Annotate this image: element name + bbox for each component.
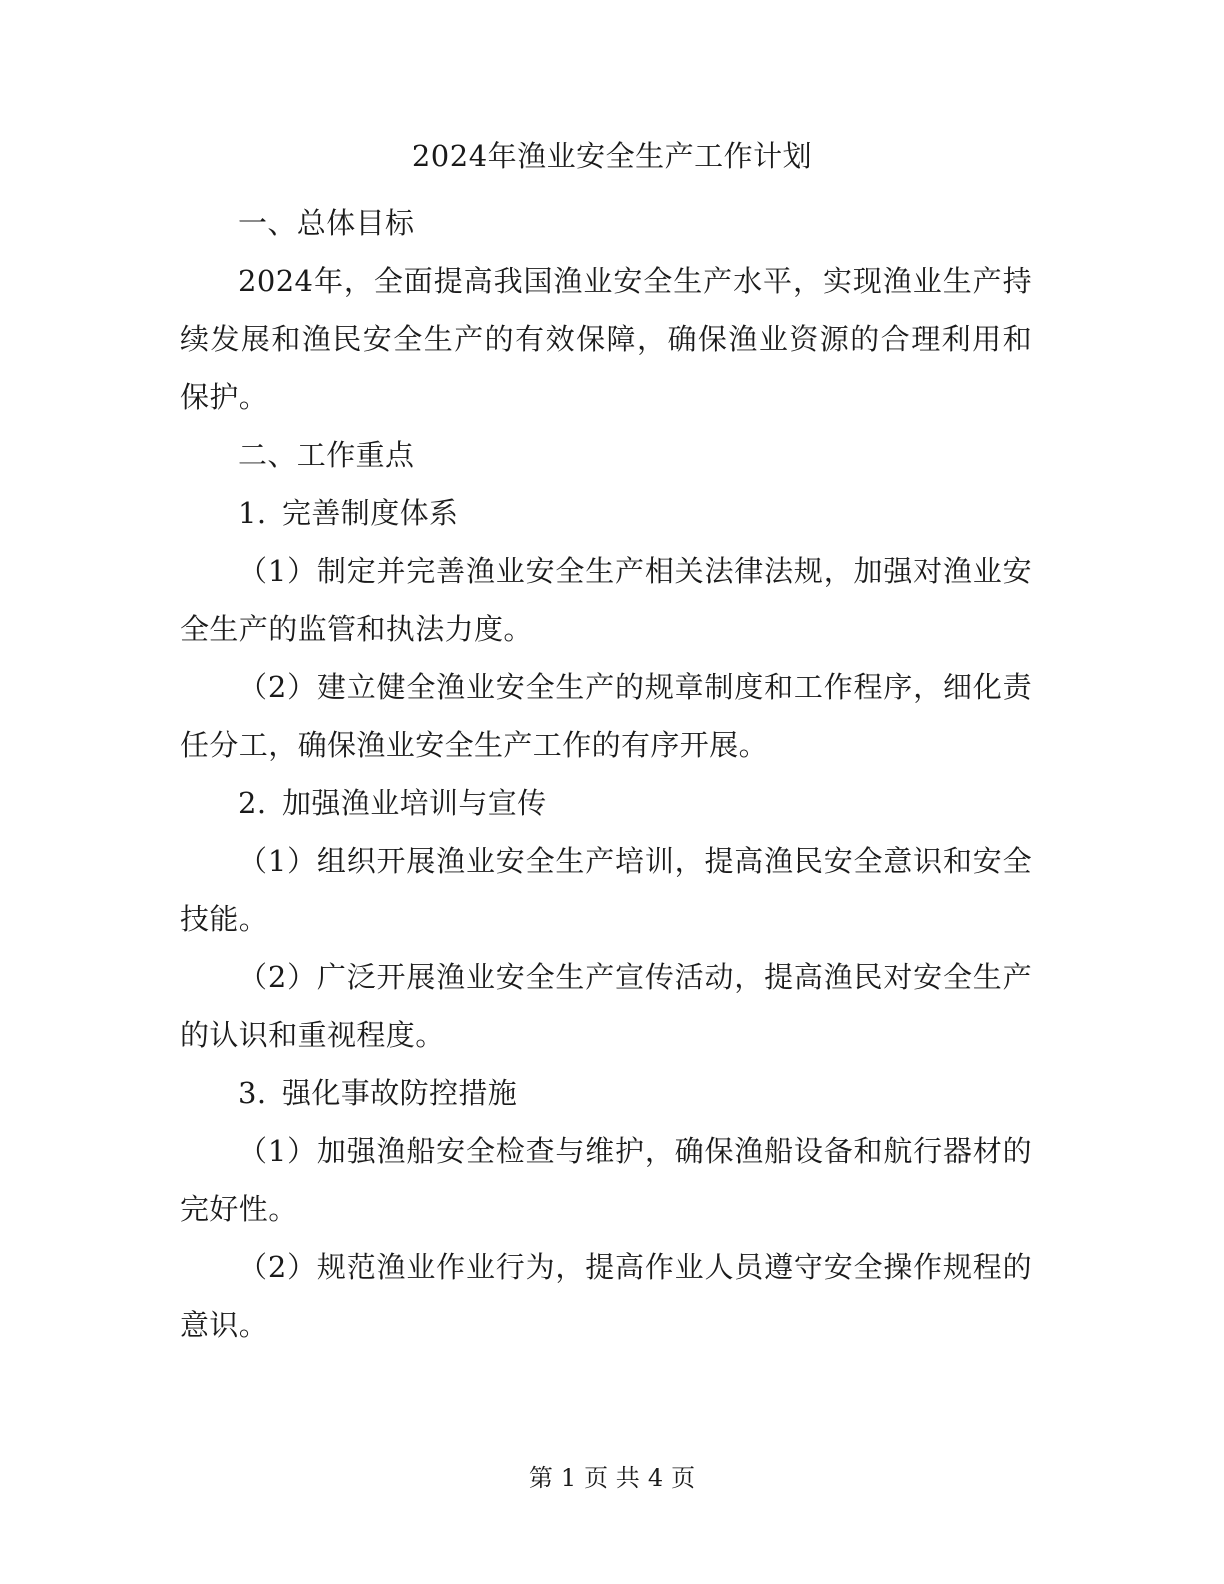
overall-goal-paragraph: 2024年，全面提高我国渔业安全生产水平，实现渔业生产持续发展和渔民安全生产的有效保障，确保渔业资源的合理利用和保护。: [180, 264, 1032, 414]
item1-paragraph-2: （2）建立健全渔业安全生产的规章制度和工作程序，细化责任分工，确保渔业安全生产工作的有序开展。: [180, 670, 1032, 762]
item-heading-accident-prevention: [180, 1064, 1032, 1122]
footer-prefix: 第: [528, 1464, 553, 1492]
item-number: 1.: [238, 496, 267, 530]
footer-middle: 页 共: [584, 1464, 640, 1492]
footer-suffix: 页: [671, 1464, 696, 1492]
document-body: [180, 194, 1032, 1354]
item-number: 2.: [238, 786, 267, 820]
item-heading-system: [180, 484, 1032, 542]
item-heading-training: [180, 774, 1032, 832]
section-heading-work-focus: 二、工作重点: [238, 438, 415, 472]
item3-paragraph-2: （2）规范渔业作业行为，提高作业人员遵守安全操作规程的意识。: [180, 1250, 1032, 1342]
item2-paragraph-2: （2）广泛开展渔业安全生产宣传活动，提高渔民对安全生产的认识和重视程度。: [180, 960, 1032, 1052]
item-title: 加强渔业培训与宣传: [282, 786, 547, 820]
item-title: 完善制度体系: [282, 496, 459, 530]
footer-total-pages: 4: [647, 1464, 664, 1492]
document-title: 2024年渔业安全生产工作计划: [411, 139, 813, 173]
page-footer: [0, 1462, 1224, 1494]
section-heading-overall-goal: 一、总体目标: [238, 206, 415, 240]
item-number: 3.: [238, 1076, 267, 1110]
item2-paragraph-1: （1）组织开展渔业安全生产培训，提高渔民安全意识和安全技能。: [180, 844, 1032, 936]
item-title: 强化事故防控措施: [282, 1076, 518, 1110]
item3-paragraph-1: （1）加强渔船安全检查与维护，确保渔船设备和航行器材的完好性。: [180, 1134, 1032, 1226]
footer-page-number: 1: [560, 1464, 577, 1492]
item1-paragraph-1: （1）制定并完善渔业安全生产相关法律法规，加强对渔业安全生产的监管和执法力度。: [180, 554, 1032, 646]
